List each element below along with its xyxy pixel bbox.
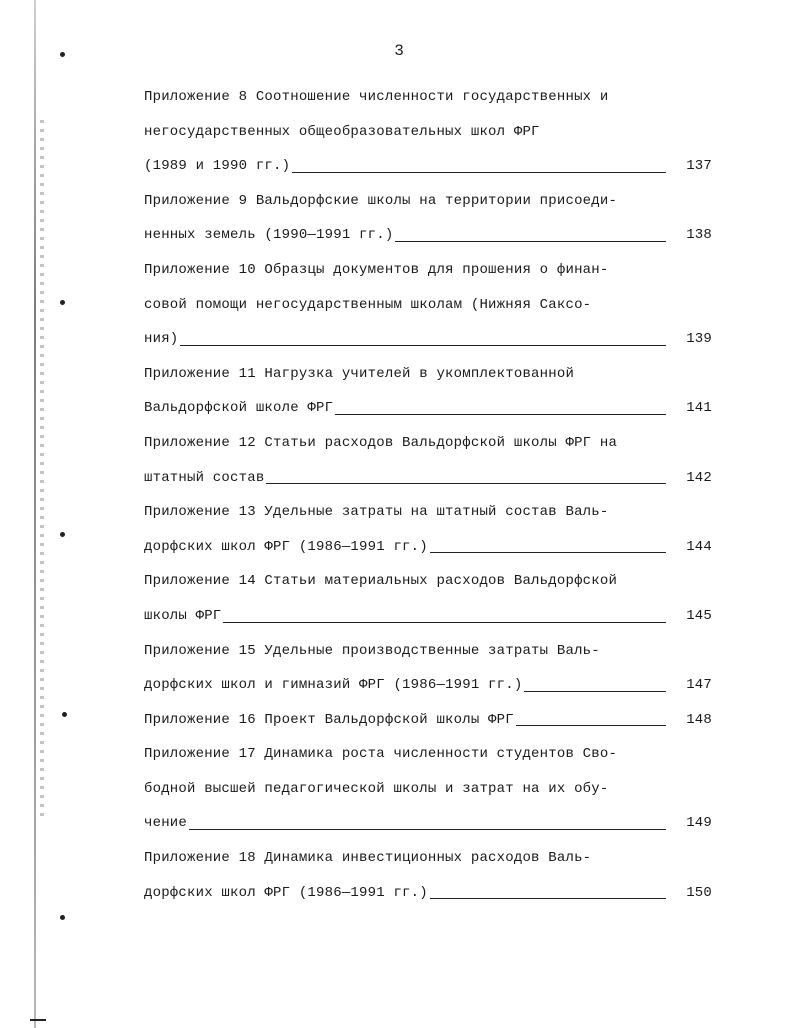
toc-entry-text: Приложение 18 Динамика инвестиционных расходов Валь- (144, 850, 592, 867)
toc-leader-line (516, 724, 666, 726)
toc-entry-line (144, 357, 712, 392)
scan-speck (60, 300, 65, 305)
toc-entry (144, 634, 712, 703)
toc-entry-text: бодной высшей педагогической школы и затрат на их обу- (144, 780, 609, 797)
toc-entry-line (144, 391, 712, 426)
toc-entry-line (144, 634, 712, 669)
toc-entry-text: Приложение 11 Нагрузка учителей в укомплектованной (144, 365, 575, 382)
toc-entry-line (144, 806, 712, 841)
toc-entry-line (144, 876, 712, 911)
toc-entry-text: Приложение 15 Удельные производственные затраты Валь- (144, 642, 600, 659)
scan-speck (60, 532, 65, 537)
toc-leader-line (292, 171, 666, 173)
toc-entry-line (144, 322, 712, 357)
toc-entry-line (144, 218, 712, 253)
toc-entry-text: чение (144, 815, 188, 832)
toc-page-number: 148 (686, 711, 712, 728)
toc-entry-line (144, 461, 712, 496)
toc-entry-line (144, 668, 712, 703)
toc-entry-line (144, 149, 712, 184)
toc-entry-line (144, 564, 712, 599)
toc-leader-line (430, 897, 666, 899)
toc-entry (144, 80, 712, 184)
toc-entry-text: Приложение 12 Статьи расходов Вальдорфской школы ФРГ на (144, 434, 618, 451)
toc-entry (144, 841, 712, 910)
toc-leader-line (189, 828, 666, 830)
toc-entry-text: штатный состав (144, 469, 265, 486)
toc-entry (144, 426, 712, 495)
toc-entry-text: школы ФРГ (144, 607, 222, 624)
toc-entry-text: ненных земель (1990—1991 гг.) (144, 227, 394, 244)
toc-page-number: 144 (686, 538, 712, 555)
toc-leader-line (223, 621, 666, 623)
toc-entry-text: дорфских школ и гимназий ФРГ (1986—1991 гг.) (144, 677, 523, 694)
toc-entry (144, 495, 712, 564)
toc-entry-text: Приложение 9 Вальдорфские школы на территории присоеди- (144, 192, 618, 209)
toc-entry (144, 253, 712, 357)
toc-page-number: 142 (686, 469, 712, 486)
toc-entry-line (144, 288, 712, 323)
toc-leader-line (266, 482, 666, 484)
scan-margin-shadow (34, 0, 36, 1028)
scan-mark (30, 1019, 46, 1021)
toc-page-number: 147 (686, 677, 712, 694)
scan-margin-noise (40, 120, 44, 820)
toc-entry-text: негосударственных общеобразовательных школ ФРГ (144, 123, 540, 140)
toc-entry-text: Приложение 13 Удельные затраты на штатный состав Валь- (144, 504, 609, 521)
toc-entry (144, 184, 712, 253)
toc-entry-line (144, 495, 712, 530)
toc-entry-text: совой помощи негосударственным школам (Нижняя Саксо- (144, 296, 592, 313)
toc-entry-text: дорфских школ ФРГ (1986—1991 гг.) (144, 538, 428, 555)
toc-page-number: 150 (686, 884, 712, 901)
toc-entry-line (144, 530, 712, 565)
scan-speck (62, 712, 67, 717)
toc-page-number: 141 (686, 400, 712, 417)
toc-entry-line (144, 841, 712, 876)
table-of-contents (144, 80, 712, 910)
toc-entry (144, 564, 712, 633)
toc-entry-line (144, 599, 712, 634)
toc-entry-line (144, 184, 712, 219)
toc-entry-line (144, 737, 712, 772)
toc-entry-line (144, 115, 712, 150)
toc-entry-text: Приложение 14 Статьи материальных расходов Вальдорфской (144, 573, 618, 590)
toc-entry-line (144, 426, 712, 461)
toc-page-number: 137 (686, 158, 712, 175)
toc-entry-line (144, 253, 712, 288)
toc-entry-text: Приложение 8 Соотношение численности государственных и (144, 89, 609, 105)
toc-entry-text: Приложение 17 Динамика роста численности студентов Сво- (144, 746, 618, 763)
toc-page-number: 145 (686, 607, 712, 624)
toc-entry (144, 737, 712, 841)
toc-entry-line (144, 772, 712, 807)
toc-entry-line (144, 703, 712, 738)
toc-entry-text: ния) (144, 331, 179, 348)
toc-leader-line (524, 690, 666, 692)
toc-entry-line (144, 80, 712, 115)
scan-speck (60, 915, 65, 920)
toc-leader-line (430, 551, 666, 553)
toc-entry (144, 357, 712, 426)
toc-page-number: 139 (686, 331, 712, 348)
toc-entry (144, 703, 712, 738)
toc-entry-text: Вальдорфской школе ФРГ (144, 400, 334, 417)
toc-entry-text: Приложение 16 Проект Вальдорфской школы ФРГ (144, 711, 514, 728)
toc-entry-text: дорфских школ ФРГ (1986—1991 гг.) (144, 884, 428, 901)
toc-entry-text: (1989 и 1990 гг.) (144, 158, 291, 175)
toc-leader-line (335, 413, 666, 415)
toc-page-number: 138 (686, 227, 712, 244)
toc-leader-line (395, 240, 666, 242)
page-number: 3 (394, 42, 404, 60)
toc-page-number: 149 (686, 815, 712, 832)
toc-leader-line (180, 344, 666, 346)
toc-entry-text: Приложение 10 Образцы документов для прошения о финан- (144, 261, 609, 278)
